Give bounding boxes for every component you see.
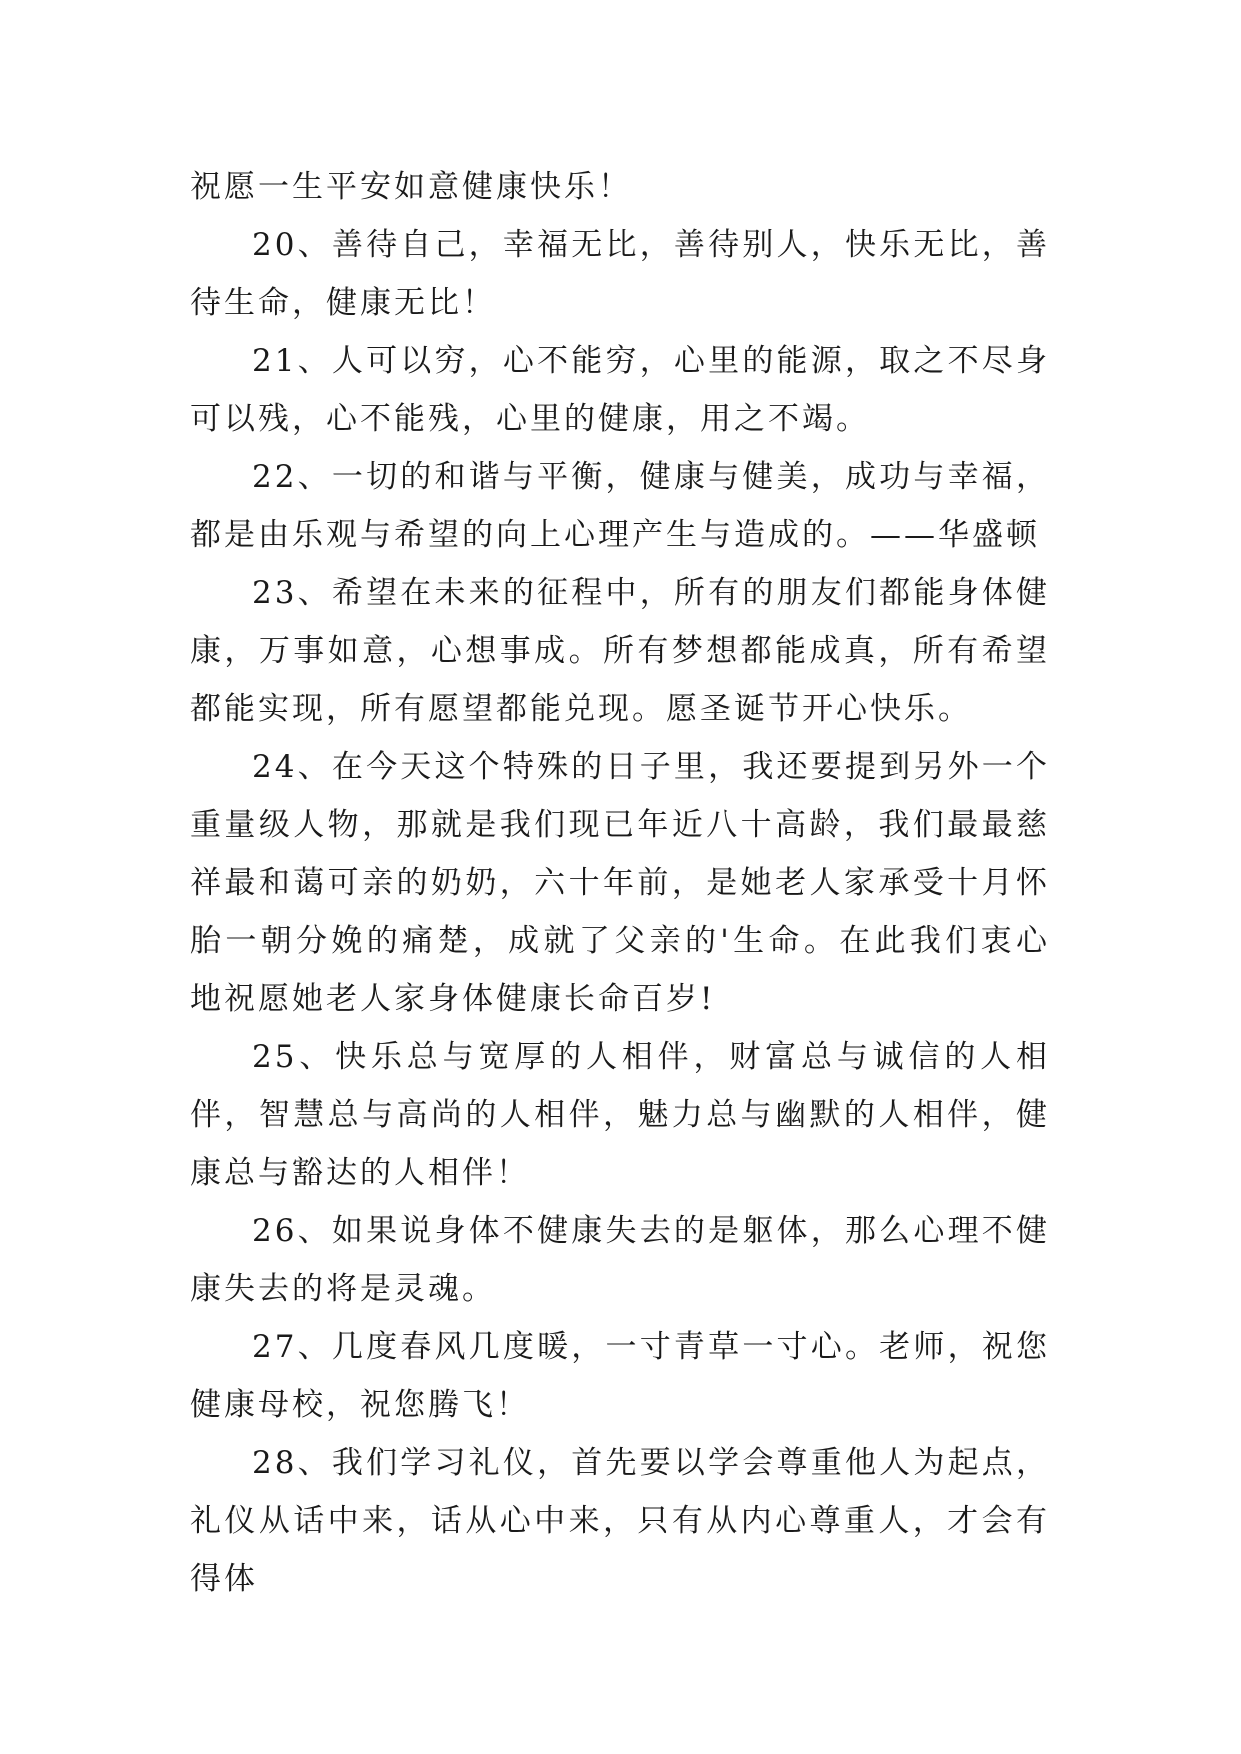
- paragraph-20: 20、善待自己，幸福无比，善待别人，快乐无比，善待生命，健康无比！: [190, 227, 1050, 321]
- paragraph-19-continuation: 祝愿一生平安如意健康快乐！: [190, 169, 632, 205]
- paragraph-28: 28、我们学习礼仪，首先要以学会尊重他人为起点，礼仪从话中来，话从心中来，只有从内心尊重人，才会有得体: [190, 1445, 1050, 1597]
- paragraph-25: 25、快乐总与宽厚的人相伴，财富总与诚信的人相伴，智慧总与高尚的人相伴，魅力总与幽默的人相伴，健康总与豁达的人相伴！: [190, 1039, 1050, 1191]
- paragraph-21: 21、人可以穷，心不能穷，心里的能源，取之不尽身可以残，心不能残，心里的健康，用之不竭。: [190, 343, 1050, 437]
- document-body: [190, 158, 1050, 1608]
- paragraph-27: 27、几度春风几度暖，一寸青草一寸心。老师，祝您健康母校，祝您腾飞！: [190, 1329, 1050, 1423]
- paragraph-24: 24、在今天这个特殊的日子里，我还要提到另外一个重量级人物，那就是我们现已年近八十高龄，我们最最慈祥最和蔼可亲的奶奶，六十年前，是她老人家承受十月怀胎一朝分娩的痛楚，成就了父亲的'生命。在此我们衷心地祝愿她老人家身体健康长命百岁!: [190, 749, 1050, 1017]
- paragraph-23: 23、希望在未来的征程中，所有的朋友们都能身体健康，万事如意，心想事成。所有梦想都能成真，所有希望都能实现，所有愿望都能兑现。愿圣诞节开心快乐。: [190, 575, 1050, 727]
- paragraph-22: 22、一切的和谐与平衡，健康与健美，成功与幸福，都是由乐观与希望的向上心理产生与造成的。——华盛顿: [190, 459, 1050, 553]
- paragraph-26: 26、如果说身体不健康失去的是躯体，那么心理不健康失去的将是灵魂。: [190, 1213, 1050, 1307]
